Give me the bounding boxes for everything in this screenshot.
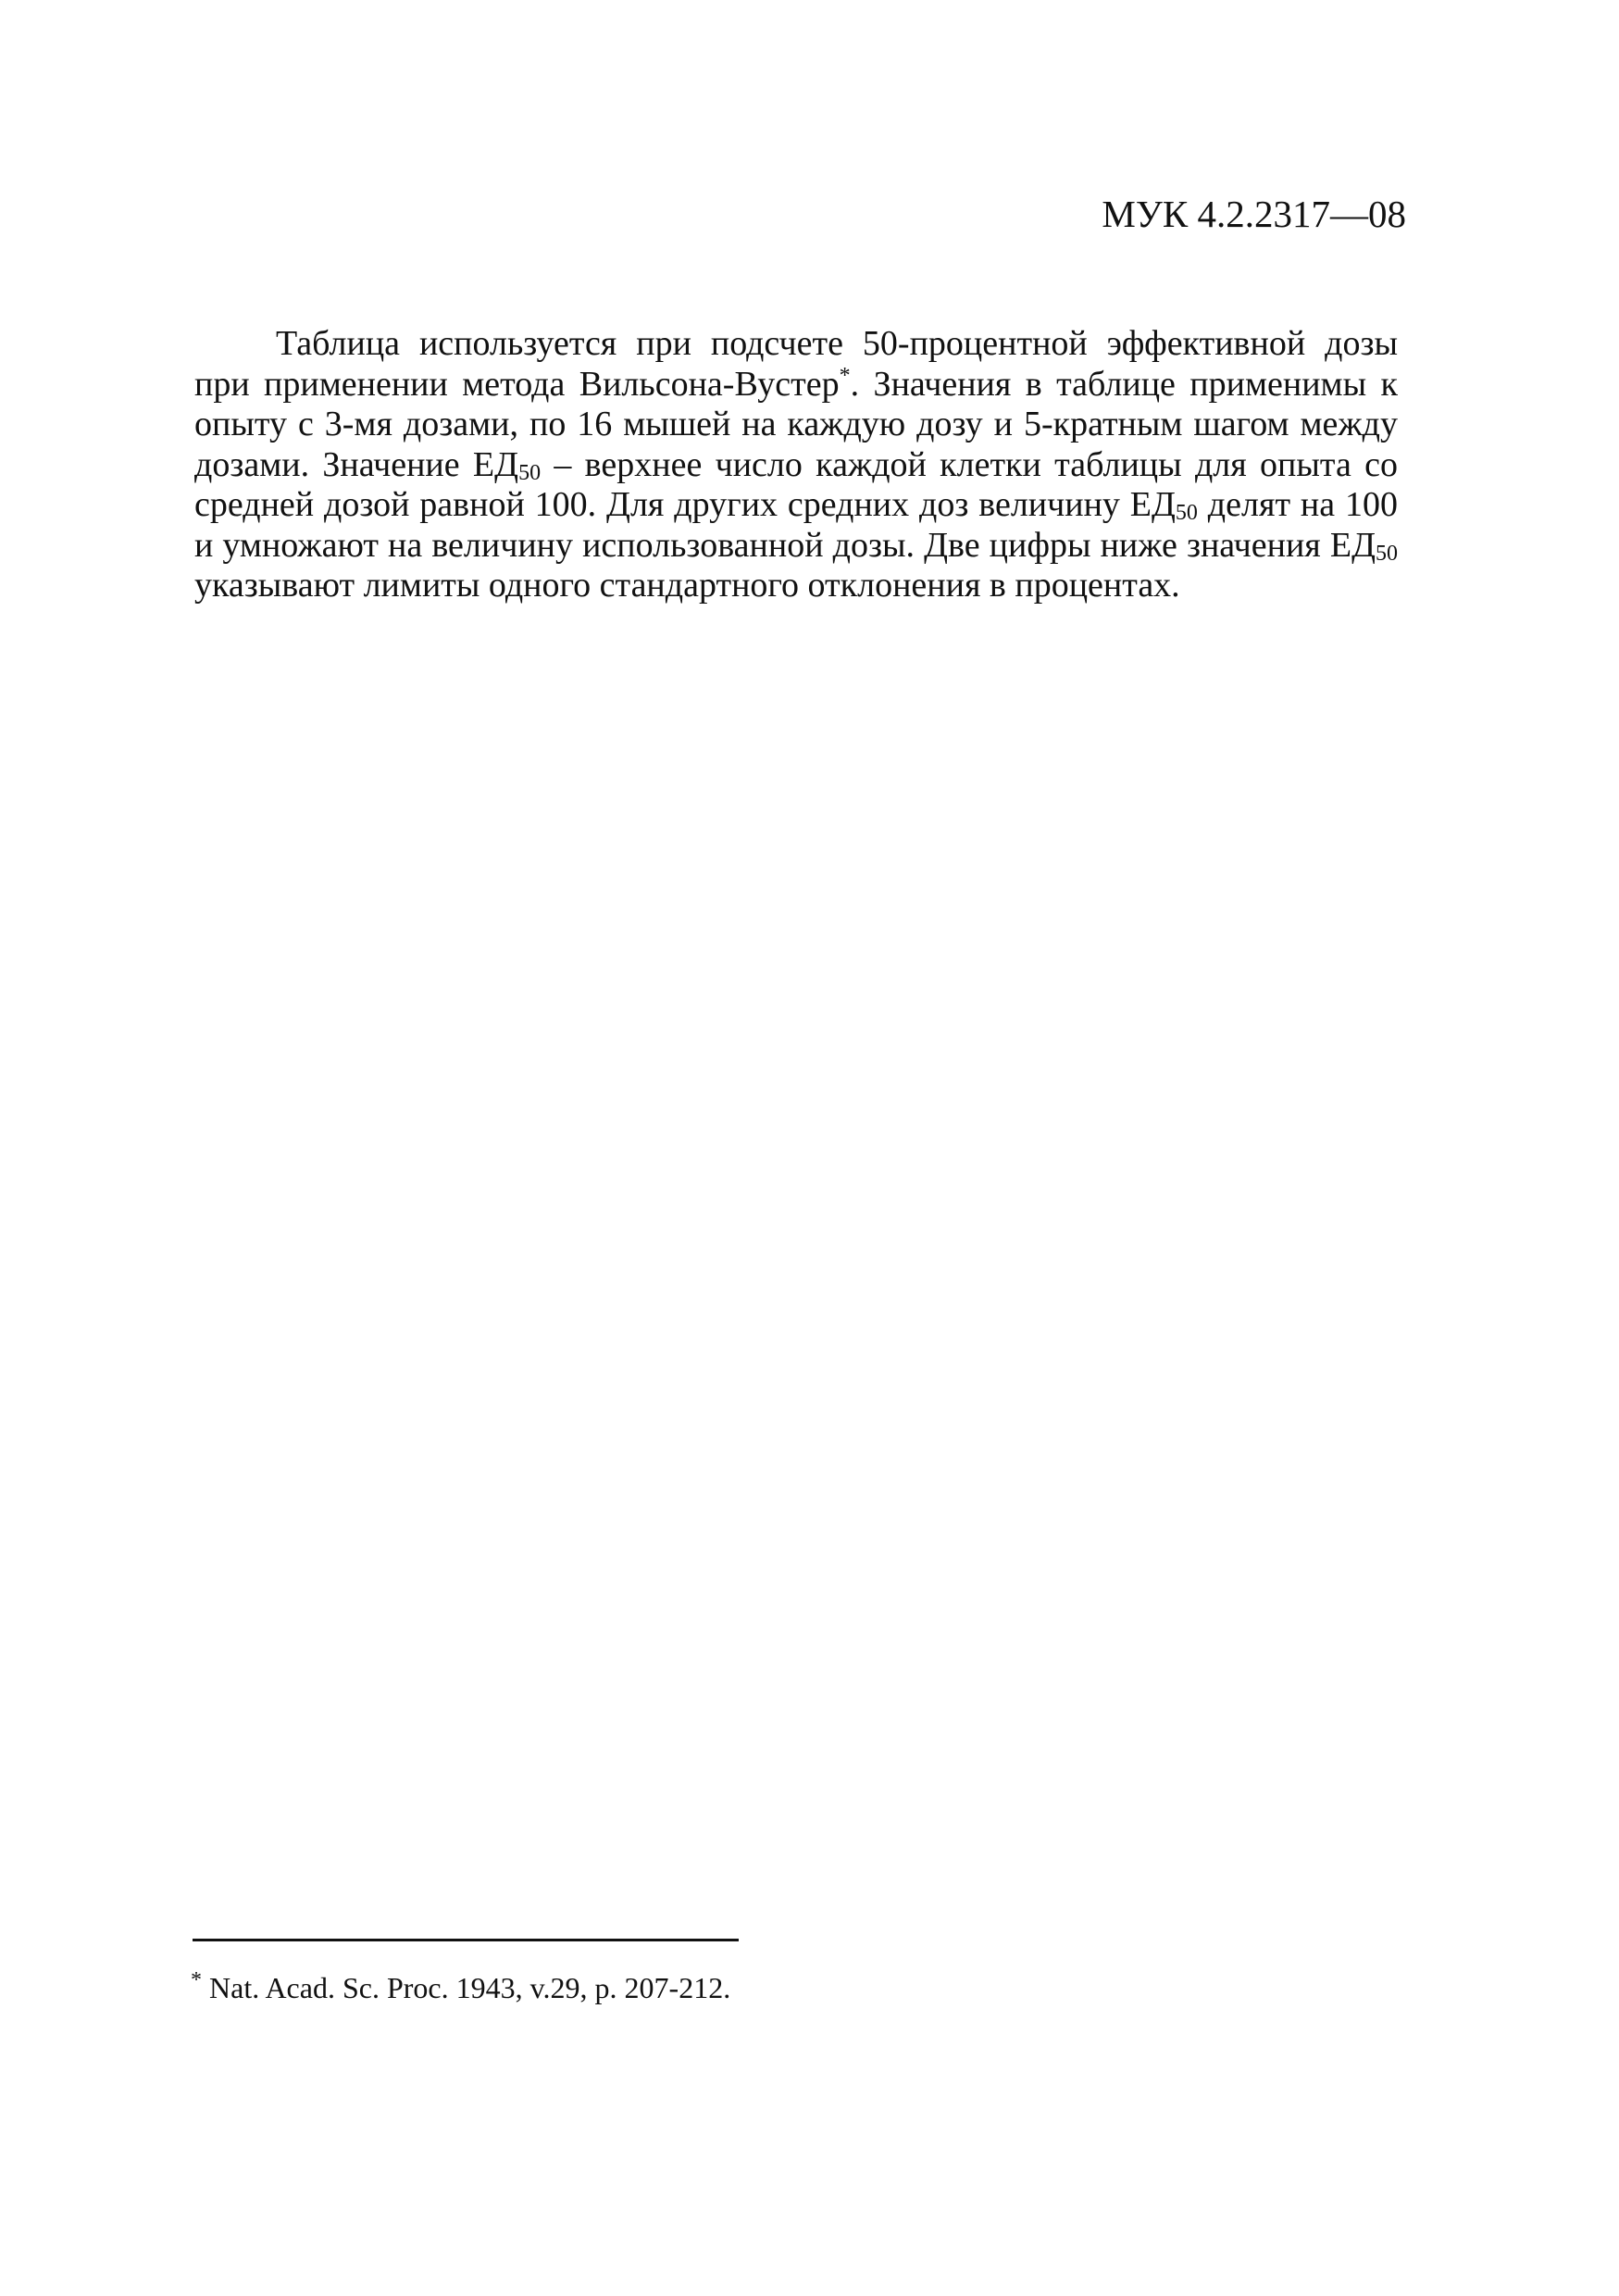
footnote-reference-mark: * <box>839 363 851 388</box>
ed50-subscript: 50 <box>518 460 542 485</box>
ed50-subscript: 50 <box>1175 501 1198 525</box>
body-text-part-3: – верхнее число каждой клетки таблицы для опыта со средней дозой равной 100. Для других средних доз величину ЕД <box>194 444 1398 524</box>
body-paragraph <box>194 324 1398 606</box>
document-code-header: МУК 4.2.2317—08 <box>1102 193 1406 235</box>
body-text-part-5: указывают лимиты одного стандартного отклонения в процентах. <box>194 566 1180 605</box>
body-text-part-1: Таблица используется при подсчете 50-процентной эффективной дозы при применении метода Вильсона-Вустер <box>194 324 1398 404</box>
footnote <box>191 1970 730 2005</box>
footnote-separator <box>193 1939 739 1941</box>
body-text-part-2: . Значения в таблице применимы к опыту с 3-мя дозами, по 16 мышей на каждую дозу и 5-​кратным шагом между дозами. Значение ЕД <box>194 364 1398 484</box>
footnote-mark: * <box>191 1968 202 1992</box>
ed50-subscript: 50 <box>1376 541 1398 566</box>
body-text-part-4: делят на 100 и умножают на величину использованной дозы. Две цифры ниже значения ЕД <box>194 485 1398 565</box>
footnote-text: Nat. Acad. Sc. Proc. 1943, v.29, p. 207-212. <box>209 1971 731 2004</box>
